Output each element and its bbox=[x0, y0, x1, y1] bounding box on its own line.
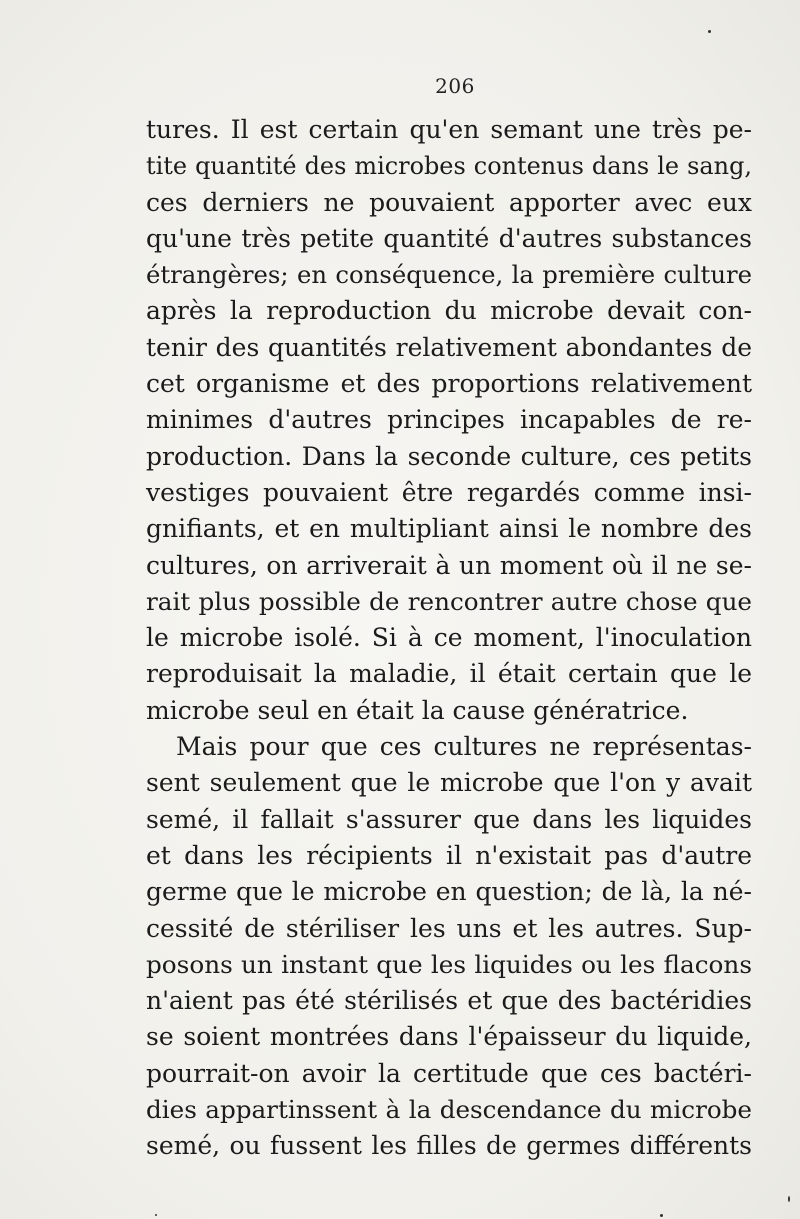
text-line: minimes d'autres principes incapables de re- bbox=[146, 405, 752, 435]
text-line: n'aient pas été stérilisés et que des bactéridies bbox=[146, 986, 752, 1016]
text-line: qu'une très petite quantité d'autres substances bbox=[146, 223, 752, 253]
text-line: cet organisme et des proportions relativement bbox=[146, 369, 752, 399]
text-line: posons un instant que les liquides ou les flacons bbox=[146, 949, 752, 979]
text-line: le microbe isolé. Si à ce moment, l'inoculation bbox=[146, 623, 752, 653]
text-line: vestiges pouvaient être regardés comme insi- bbox=[146, 477, 752, 507]
text-line: gnifiants, et en multipliant ainsi le nombre des bbox=[146, 514, 752, 544]
paper-speck bbox=[708, 30, 711, 33]
text-line: pourrait-on avoir la certitude que ces bactéri- bbox=[146, 1058, 752, 1088]
text-line: tures. Il est certain qu'en semant une très pe- bbox=[146, 115, 752, 144]
text-line: tenir des quantités relativement abondantes de bbox=[146, 332, 752, 362]
text-line: cessité de stériliser les uns et les autres. Sup- bbox=[146, 913, 752, 943]
text-line: sent seulement que le microbe que l'on y avait bbox=[146, 768, 752, 798]
page-number: 206 bbox=[435, 74, 475, 98]
paper-speck bbox=[788, 1196, 790, 1202]
paper-speck bbox=[155, 1214, 157, 1216]
text-line: étrangères; en conséquence, la première culture bbox=[146, 260, 752, 290]
text-line: ces derniers ne pouvaient apporter avec eux bbox=[146, 187, 752, 217]
text-line: et dans les récipients il n'existait pas d'autre bbox=[146, 840, 752, 870]
body-text bbox=[146, 112, 752, 1165]
text-line: semé, il fallait s'assurer que dans les liquides bbox=[146, 804, 752, 834]
paragraph-end-line: microbe seul en était la cause génératrice. bbox=[146, 695, 689, 725]
text-line: reproduisait la maladie, il était certain que le bbox=[146, 659, 752, 689]
text-line: semé, ou fussent les filles de germes différents bbox=[146, 1131, 752, 1161]
text-line: cultures, on arriverait à un moment où il ne se- bbox=[146, 550, 752, 580]
text-line: germe que le microbe en question; de là, la né- bbox=[146, 877, 752, 907]
text-line: se soient montrées dans l'épaisseur du liquide, bbox=[146, 1022, 752, 1052]
text-line: dies appartinssent à la descendance du microbe bbox=[146, 1095, 752, 1125]
text-line: production. Dans la seconde culture, ces petits bbox=[146, 441, 752, 471]
text-line: tite quantité des microbes contenus dans le sang, bbox=[146, 152, 752, 181]
paper-speck bbox=[660, 1214, 663, 1217]
text-line: après la reproduction du microbe devait con- bbox=[146, 296, 752, 326]
paragraph-start-line: Mais pour que ces cultures ne représentas- bbox=[176, 732, 752, 762]
text-line: rait plus possible de rencontrer autre chose que bbox=[146, 586, 752, 616]
